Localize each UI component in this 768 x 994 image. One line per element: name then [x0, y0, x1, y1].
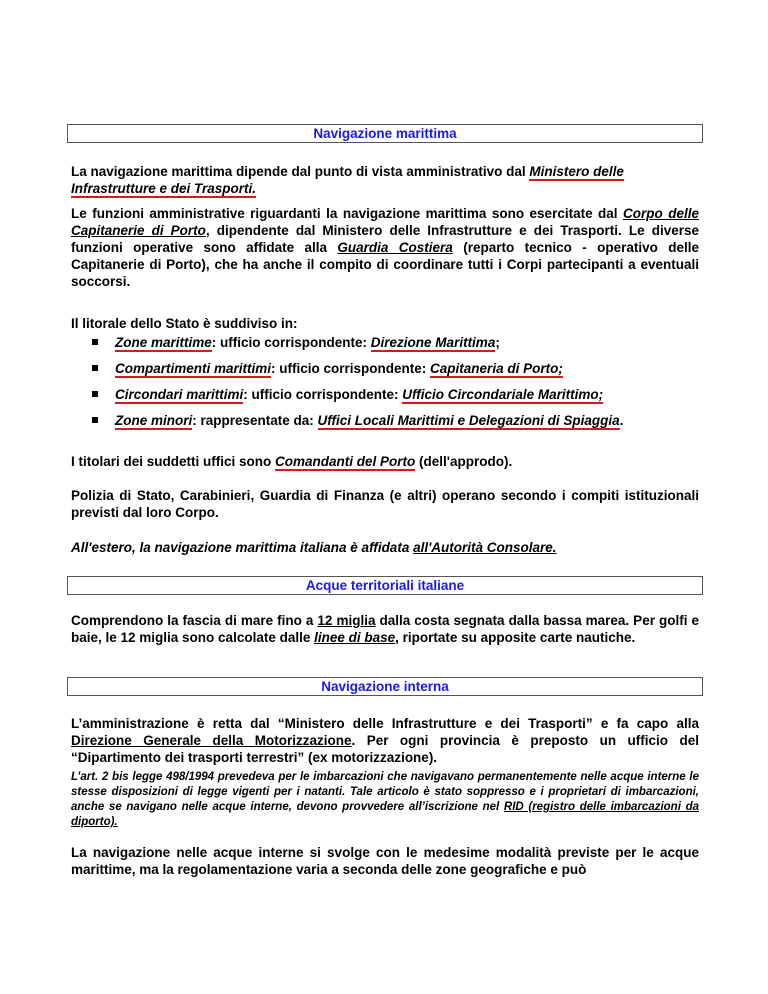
paragraph	[71, 539, 699, 556]
list-item	[92, 360, 702, 386]
text: L’amministrazione è retta dal “Ministero delle Infrastrutture e dei Trasporti” e fa capo alla	[71, 716, 699, 731]
text: . Per ogni provincia è preposto un ufficio del “Dipartimento dei trasporti terrestri” (ex motorizzazione).	[71, 733, 699, 765]
paragraph	[71, 453, 699, 470]
text: La navigazione marittima dipende dal punto di vista amministrativo dal	[71, 164, 530, 179]
bullet-icon	[92, 417, 98, 423]
section-title-box	[67, 677, 703, 696]
section-title: Acque territoriali italiane	[305, 578, 465, 593]
text: dalla costa segnata dalla bassa marea. Per golfi e baie, le 12 miglia sono calcolate dalle	[71, 613, 699, 645]
text: : ufficio corrispondente:	[243, 387, 403, 402]
text: .	[619, 413, 624, 428]
paragraph-note	[71, 770, 699, 830]
text: I titolari dei suddetti uffici sono	[71, 454, 276, 469]
term: Circondari marittimi	[115, 387, 244, 402]
paragraph	[71, 715, 699, 766]
text: , riportate su apposite carte nautiche.	[395, 630, 636, 645]
bullet-icon	[92, 339, 98, 345]
text: Le funzioni amministrative riguardanti la navigazione marittima sono esercitate dal	[71, 206, 624, 221]
paragraph: La navigazione nelle acque interne si svolge con le medesime modalità previste per le acque marittime, ma la regolamentazione varia a seconda delle zone geografiche e può	[71, 845, 699, 877]
underlined-term: Infrastrutture e dei Trasporti.	[71, 181, 257, 196]
section-title: Navigazione marittima	[313, 126, 457, 141]
text: : ufficio corrispondente:	[211, 335, 371, 350]
underlined-term: 12 miglia	[317, 613, 376, 628]
term: Zone marittime	[115, 335, 212, 350]
text: L’art. 2 bis legge 498/1994 prevedeva per le imbarcazioni che navigavano permanentemente nelle acque interne le stesse disposizioni di legge vigenti per i natanti. Tale articolo è stato soppresso e i proprietari di imbarcazioni, anche se navigano nelle acque interne, devono provvedere all’iscrizione nel	[71, 771, 699, 813]
underlined-term: Ministero delle	[529, 164, 624, 179]
office: Ufficio Circondariale Marittimo;	[402, 387, 604, 402]
office: Direzione Marittima	[370, 335, 496, 350]
text: (reparto tecnico - operativo delle Capitanerie di Porto), che ha anche il compito di coordinare tutti i Corpi partecipanti a eventuali soccorsi.	[71, 240, 699, 289]
text: Le diverse funzioni operative sono affidate alla	[71, 223, 699, 255]
underlined-term: Guardia Costiera	[337, 240, 453, 255]
office: Capitaneria di Porto;	[430, 361, 563, 376]
underlined-term: Corpo delle Capitanerie di Porto	[71, 206, 699, 238]
text: All'estero, la navigazione marittima italiana è affidata	[71, 540, 414, 555]
bullet-icon	[92, 365, 98, 371]
section-title: Navigazione interna	[321, 679, 449, 694]
paragraph	[71, 205, 699, 290]
underlined-term: RID (registro delle imbarcazioni da diporto).	[71, 801, 700, 828]
list-item	[92, 412, 702, 438]
text: Comprendono la fascia di mare fino a	[71, 613, 318, 628]
office: Uffici Locali Marittimi e Delegazioni di Spiaggia	[317, 413, 620, 428]
paragraph: Polizia di Stato, Carabinieri, Guardia di Finanza (e altri) operano secondo i compiti istituzionali previsti dal loro Corpo.	[71, 488, 699, 520]
office-list	[92, 334, 702, 438]
bullet-icon	[92, 391, 98, 397]
term: Compartimenti marittimi	[115, 361, 272, 376]
paragraph	[71, 163, 699, 197]
list-item	[92, 386, 702, 412]
paragraph	[71, 612, 699, 646]
underlined-term: linee di base	[314, 630, 396, 645]
paragraph: Il litorale dello Stato è suddiviso in:	[71, 316, 298, 331]
term: Zone minori	[115, 413, 193, 428]
underlined-term: all'Autorità Consolare.	[413, 540, 557, 555]
text: (dell'approdo).	[415, 454, 513, 469]
section-title-box	[67, 576, 703, 595]
list-item	[92, 334, 702, 360]
text: : ufficio corrispondente:	[271, 361, 431, 376]
text: ;	[495, 335, 500, 350]
underlined-term: Direzione Generale della Motorizzazione	[71, 733, 352, 748]
text: : rappresentate da:	[192, 413, 318, 428]
text: , dipendente dal Ministero delle Infrastrutture e dei Trasporti.	[205, 223, 622, 238]
section-title-box	[67, 124, 703, 143]
underlined-term: Comandanti del Porto	[275, 454, 416, 469]
